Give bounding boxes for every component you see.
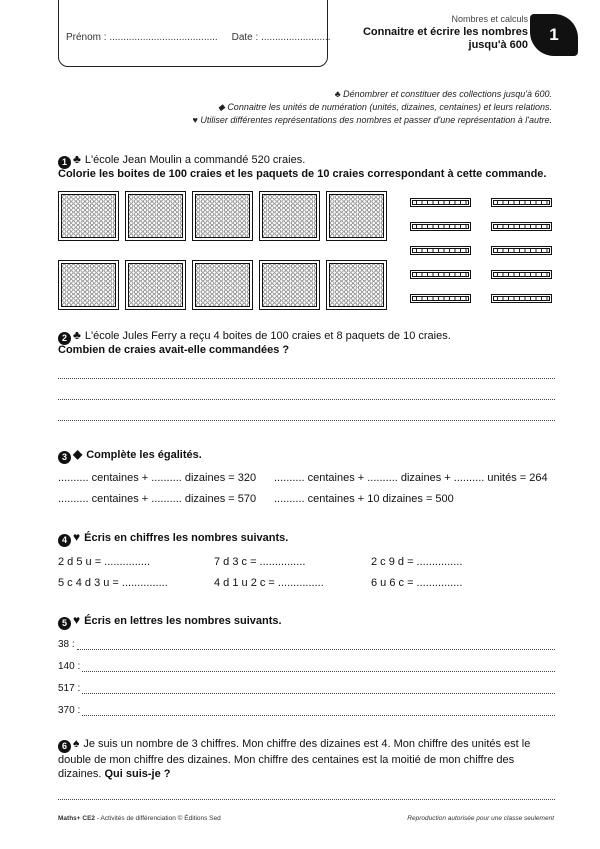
chalk-box-100[interactable] bbox=[326, 260, 387, 310]
write-line[interactable]: 38 : bbox=[58, 639, 555, 650]
chalk-pack-10[interactable] bbox=[410, 294, 471, 303]
number-item[interactable]: 6 u 6 c = ............... bbox=[371, 577, 463, 589]
chalk-box-100[interactable] bbox=[259, 260, 320, 310]
chalk-box-100[interactable] bbox=[259, 191, 320, 241]
exercise-number-badge: 6 bbox=[58, 740, 71, 753]
chalk-pack-10[interactable] bbox=[410, 270, 471, 279]
exercise-number-badge: 1 bbox=[58, 156, 71, 169]
club-icon: ♣ bbox=[334, 89, 341, 99]
category-label: Nombres et calculs bbox=[451, 14, 528, 24]
chalk-pack-10[interactable] bbox=[491, 294, 552, 303]
write-line[interactable]: 517 : bbox=[58, 683, 555, 694]
chalk-box-100[interactable] bbox=[326, 191, 387, 241]
club-icon: ♣ bbox=[73, 328, 81, 342]
number-item[interactable]: 4 d 1 u 2 c = ............... bbox=[214, 577, 324, 589]
exercise-number-badge: 3 bbox=[58, 451, 71, 464]
number-item[interactable]: 2 d 5 u = ............... bbox=[58, 556, 151, 568]
chalk-pack-10[interactable] bbox=[410, 222, 471, 231]
number-item[interactable]: 5 c 4 d 3 u = ............... bbox=[58, 577, 168, 589]
answer-line[interactable] bbox=[58, 399, 555, 400]
answer-line[interactable] bbox=[58, 799, 555, 800]
date-field[interactable]: Date : ......................... bbox=[231, 32, 331, 43]
ex6-riddle: 6 ♠ Je suis un nombre de 3 chiffres. Mon chiffre des dizaines est 4. Mon chiffre des unités est le double de mon chiffre des dizaines. Mon chiffre des centaines est la moitié de mon chiffre des dizaines. Qui suis-je ? bbox=[58, 736, 531, 780]
packs-of-10-grid bbox=[410, 198, 552, 303]
equality-2[interactable]: .......... centaines + .......... dizaines + .......... unités = 264 bbox=[274, 472, 548, 484]
lesson-number-badge: 1 bbox=[530, 14, 578, 56]
chalk-box-100[interactable] bbox=[192, 191, 253, 241]
ex6-question: Qui suis-je ? bbox=[104, 767, 171, 780]
heart-icon: ♥ bbox=[73, 613, 81, 627]
diamond-icon: ◆ bbox=[73, 447, 83, 461]
chalk-pack-10[interactable] bbox=[491, 270, 552, 279]
heart-icon: ♥ bbox=[73, 530, 81, 544]
diamond-icon: ◆ bbox=[217, 102, 225, 112]
footer-right: Reproduction autorisée pour une classe seulement bbox=[407, 815, 554, 822]
ex5-title: 5 ♥ Écris en lettres les nombres suivants. bbox=[58, 613, 282, 630]
number-item[interactable]: 7 d 3 c = ............... bbox=[214, 556, 306, 568]
club-icon: ♣ bbox=[73, 152, 81, 166]
answer-line[interactable] bbox=[58, 420, 555, 421]
chalk-pack-10[interactable] bbox=[491, 198, 552, 207]
chalk-box-100[interactable] bbox=[192, 260, 253, 310]
chalk-pack-10[interactable] bbox=[410, 246, 471, 255]
number-item[interactable]: 2 c 9 d = ............... bbox=[371, 556, 463, 568]
heart-icon: ♥ bbox=[192, 115, 198, 125]
page-title: Connaitre et écrire les nombres jusqu'à 600 bbox=[362, 26, 528, 51]
exercise-number-badge: 2 bbox=[58, 332, 71, 345]
chalk-box-100[interactable] bbox=[125, 260, 186, 310]
ex1-instruction: Colorie les boites de 100 craies et les paquets de 10 craies correspondant à cette commande. bbox=[58, 168, 547, 180]
objective-2: ◆ Connaitre les unités de numération (unités, dizaines, centaines) et leurs relations. bbox=[217, 102, 552, 112]
write-line[interactable]: 140 : bbox=[58, 661, 555, 672]
equality-4[interactable]: .......... centaines + 10 dizaines = 500 bbox=[274, 493, 454, 505]
chalk-box-100[interactable] bbox=[58, 260, 119, 310]
chalk-pack-10[interactable] bbox=[491, 222, 552, 231]
chalk-pack-10[interactable] bbox=[491, 246, 552, 255]
chalk-pack-10[interactable] bbox=[410, 198, 471, 207]
answer-line[interactable] bbox=[58, 378, 555, 379]
ex2-question: Combien de craies avait-elle commandées ? bbox=[58, 344, 290, 356]
footer-left: Maths+ CE2 - Activités de différenciation © Éditions Sed bbox=[58, 815, 221, 822]
ex3-title: 3 ◆ Complète les égalités. bbox=[58, 447, 202, 464]
exercise-number-badge: 4 bbox=[58, 534, 71, 547]
ex4-title: 4 ♥ Écris en chiffres les nombres suivants. bbox=[58, 530, 288, 547]
chalk-box-100[interactable] bbox=[125, 191, 186, 241]
exercise-number-badge: 5 bbox=[58, 617, 71, 630]
equality-3[interactable]: .......... centaines + .......... dizaines = 570 bbox=[58, 493, 257, 505]
chalk-box-100[interactable] bbox=[58, 191, 119, 241]
objective-3: ♥ Utiliser différentes représentations des nombres et passer d'une représentation à l'autre. bbox=[192, 115, 552, 125]
spade-icon: ♠ bbox=[73, 736, 80, 750]
firstname-field[interactable]: Prénom : ....................................... bbox=[66, 32, 218, 43]
ex1-intro: 1 ♣ L'école Jean Moulin a commandé 520 craies. bbox=[58, 152, 305, 169]
equality-1[interactable]: .......... centaines + .......... dizaines = 320 bbox=[58, 472, 257, 484]
ex2-intro: 2 ♣ L'école Jules Ferry a reçu 4 boites de 100 craies et 8 paquets de 10 craies. bbox=[58, 328, 451, 345]
write-line[interactable]: 370 : bbox=[58, 705, 555, 716]
name-date-row bbox=[66, 32, 331, 43]
objective-1: ♣ Dénombrer et constituer des collections jusqu'à 600. bbox=[334, 89, 552, 99]
boxes-of-100-grid bbox=[58, 191, 387, 310]
